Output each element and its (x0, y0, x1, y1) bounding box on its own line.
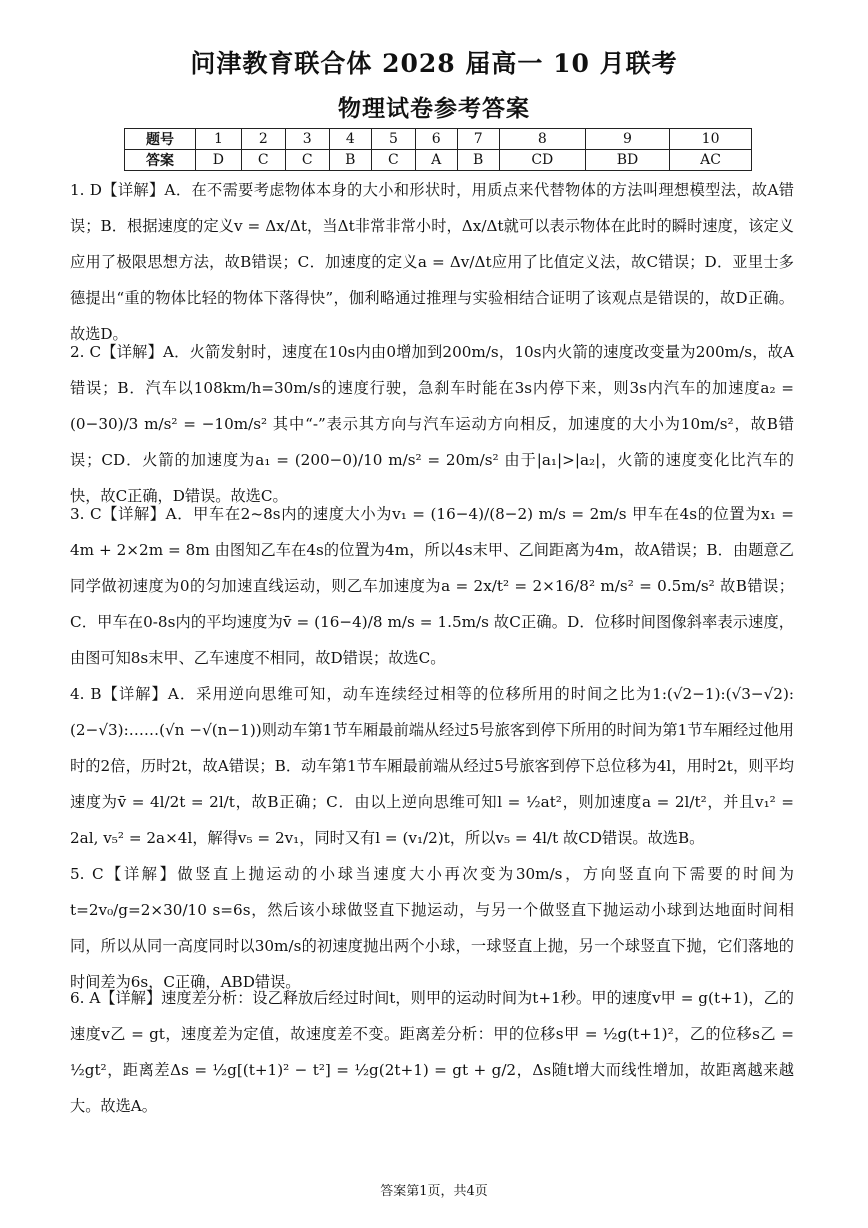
page-subtitle: 物理试卷参考答案 (338, 95, 530, 122)
solution-2 (70, 334, 794, 514)
answer-table (124, 128, 752, 171)
solution-6 (70, 980, 794, 1124)
solution-text: 4. B【详解】A．采用逆向思维可知，动车连续经过相等的位移所用的时间之比为1:(√2−1):(√3−√2):(2−√3):……(√n −√(n−1))则动车第1节车厢最前端从经过5号旅客到停下所用的时间为第1节车厢经过他用时的2倍，历时2t，故A错误；B．动车第1节车厢最前端从经过5号旅客到停下总位移为4l，用时2t，则平均速度为v̄ = 4l/2t = 2l/t，故B正确；C．由以上逆向思维可知l = ½at²，则加速度a = 2l/t²，并且v₁² = 2al, v₅² = 2a×4l，解得v₅ = 2v₁，同时又有l = (v₁/2)t，所以v₅ = 4l/t 故CD错误。故选B。 (70, 685, 794, 847)
answer-cell: C (241, 150, 285, 171)
row-label-question: 题号 (125, 129, 196, 150)
question-number: 2 (241, 129, 285, 150)
solution-4 (70, 676, 794, 856)
solution-5 (70, 856, 794, 1000)
solution-text: 1. D【详解】A．在不需要考虑物体本身的大小和形状时，用质点来代替物体的方法叫理想模型法，故A错误；B．根据速度的定义v = Δx/Δt，当Δt非常非常小时，Δx/Δt就可以表示物体在此时的瞬时速度，该定义应用了极限思想方法，故B错误；C．加速度的定义a = Δv/Δt应用了比值定义法，故C错误；D．亚里士多德提出“重的物体比轻的物体下落得快”，伽利略通过推理与实验相结合证明了该观点是错误的，故D正确。故选D。 (70, 181, 794, 343)
answer-cell: D (196, 150, 242, 171)
page-footer: 答案第1页，共4页 (380, 1184, 488, 1199)
answer-cell: AC (670, 150, 752, 171)
question-number: 8 (499, 129, 585, 150)
solution-text: 6. A【详解】速度差分析：设乙释放后经过时间t，则甲的运动时间为t+1秒。甲的速度v甲 = g(t+1)，乙的速度v乙 = gt，速度差为定值，故速度差不变。距离差分析：甲的位移s甲 = ½g(t+1)²，乙的位移s乙 = ½gt²，距离差Δs = ½g[(t+1)² − t²] = ½g(2t+1) = gt + g/2，Δs随t增大而线性增加，故距离越来越大。故选A。 (70, 989, 794, 1115)
question-number: 1 (196, 129, 242, 150)
answer-cell: A (415, 150, 457, 171)
answer-cell: C (371, 150, 415, 171)
answer-cell: B (329, 150, 371, 171)
question-number: 9 (585, 129, 669, 150)
question-number-row (125, 129, 752, 150)
question-number: 5 (371, 129, 415, 150)
question-number: 6 (415, 129, 457, 150)
answer-cell: CD (499, 150, 585, 171)
solution-text: 2. C【详解】A．火箭发射时，速度在10s内由0增加到200m/s，10s内火箭的速度改变量为200m/s，故A错误；B．汽车以108km/h=30m/s的速度行驶，急刹车时能在3s内停下来，则3s内汽车的加速度a₂ = (0−30)/3 m/s² = −10m/s² 其中“-”表示其方向与汽车运动方向相反，加速度的大小为10m/s²，故B错误；CD．火箭的加速度为a₁ = (200−0)/10 m/s² = 20m/s² 由于|a₁|>|a₂|，火箭的速度变化比汽车的快，故C正确，D错误。故选C。 (70, 343, 794, 505)
solution-1 (70, 172, 794, 352)
answer-cell: C (285, 150, 329, 171)
answer-cell: BD (585, 150, 669, 171)
solution-3 (70, 496, 794, 676)
question-number: 3 (285, 129, 329, 150)
solution-text: 5. C【详解】做竖直上抛运动的小球当速度大小再次变为30m/s，方向竖直向下需要的时间为t=2v₀/g=2×30/10 s=6s，然后该小球做竖直下抛运动，与另一个做竖直下抛运动小球到达地面时间相同，所以从同一高度同时以30m/s的初速度抛出两个小球，一球竖直上抛，另一个球竖直下抛，它们落地的时间差为6s，C正确，ABD错误。 (70, 865, 794, 991)
page-title: 问津教育联合体 2028 届高一 10 月联考 (190, 49, 678, 78)
question-number: 4 (329, 129, 371, 150)
solution-text: 3. C【详解】A．甲车在2~8s内的速度大小为v₁ = (16−4)/(8−2) m/s = 2m/s 甲车在4s的位置为x₁ = 4m + 2×2m = 8m 由图知乙车在4s的位置为4m，所以4s末甲、乙间距离为4m，故A错误；B．由题意乙同学做初速度为0的匀加速直线运动，则乙车加速度为a = 2x/t² = 2×16/8² m/s² = 0.5m/s² 故B错误；C．甲车在0-8s内的平均速度为v̄ = (16−4)/8 m/s = 1.5m/s 故C正确。D．位移时间图像斜率表示速度，由图可知8s末甲、乙车速度不相同，故D错误；故选C。 (70, 505, 794, 667)
answer-cell: B (457, 150, 499, 171)
question-number: 7 (457, 129, 499, 150)
question-number: 10 (670, 129, 752, 150)
answer-row (125, 150, 752, 171)
row-label-answer: 答案 (125, 150, 196, 171)
